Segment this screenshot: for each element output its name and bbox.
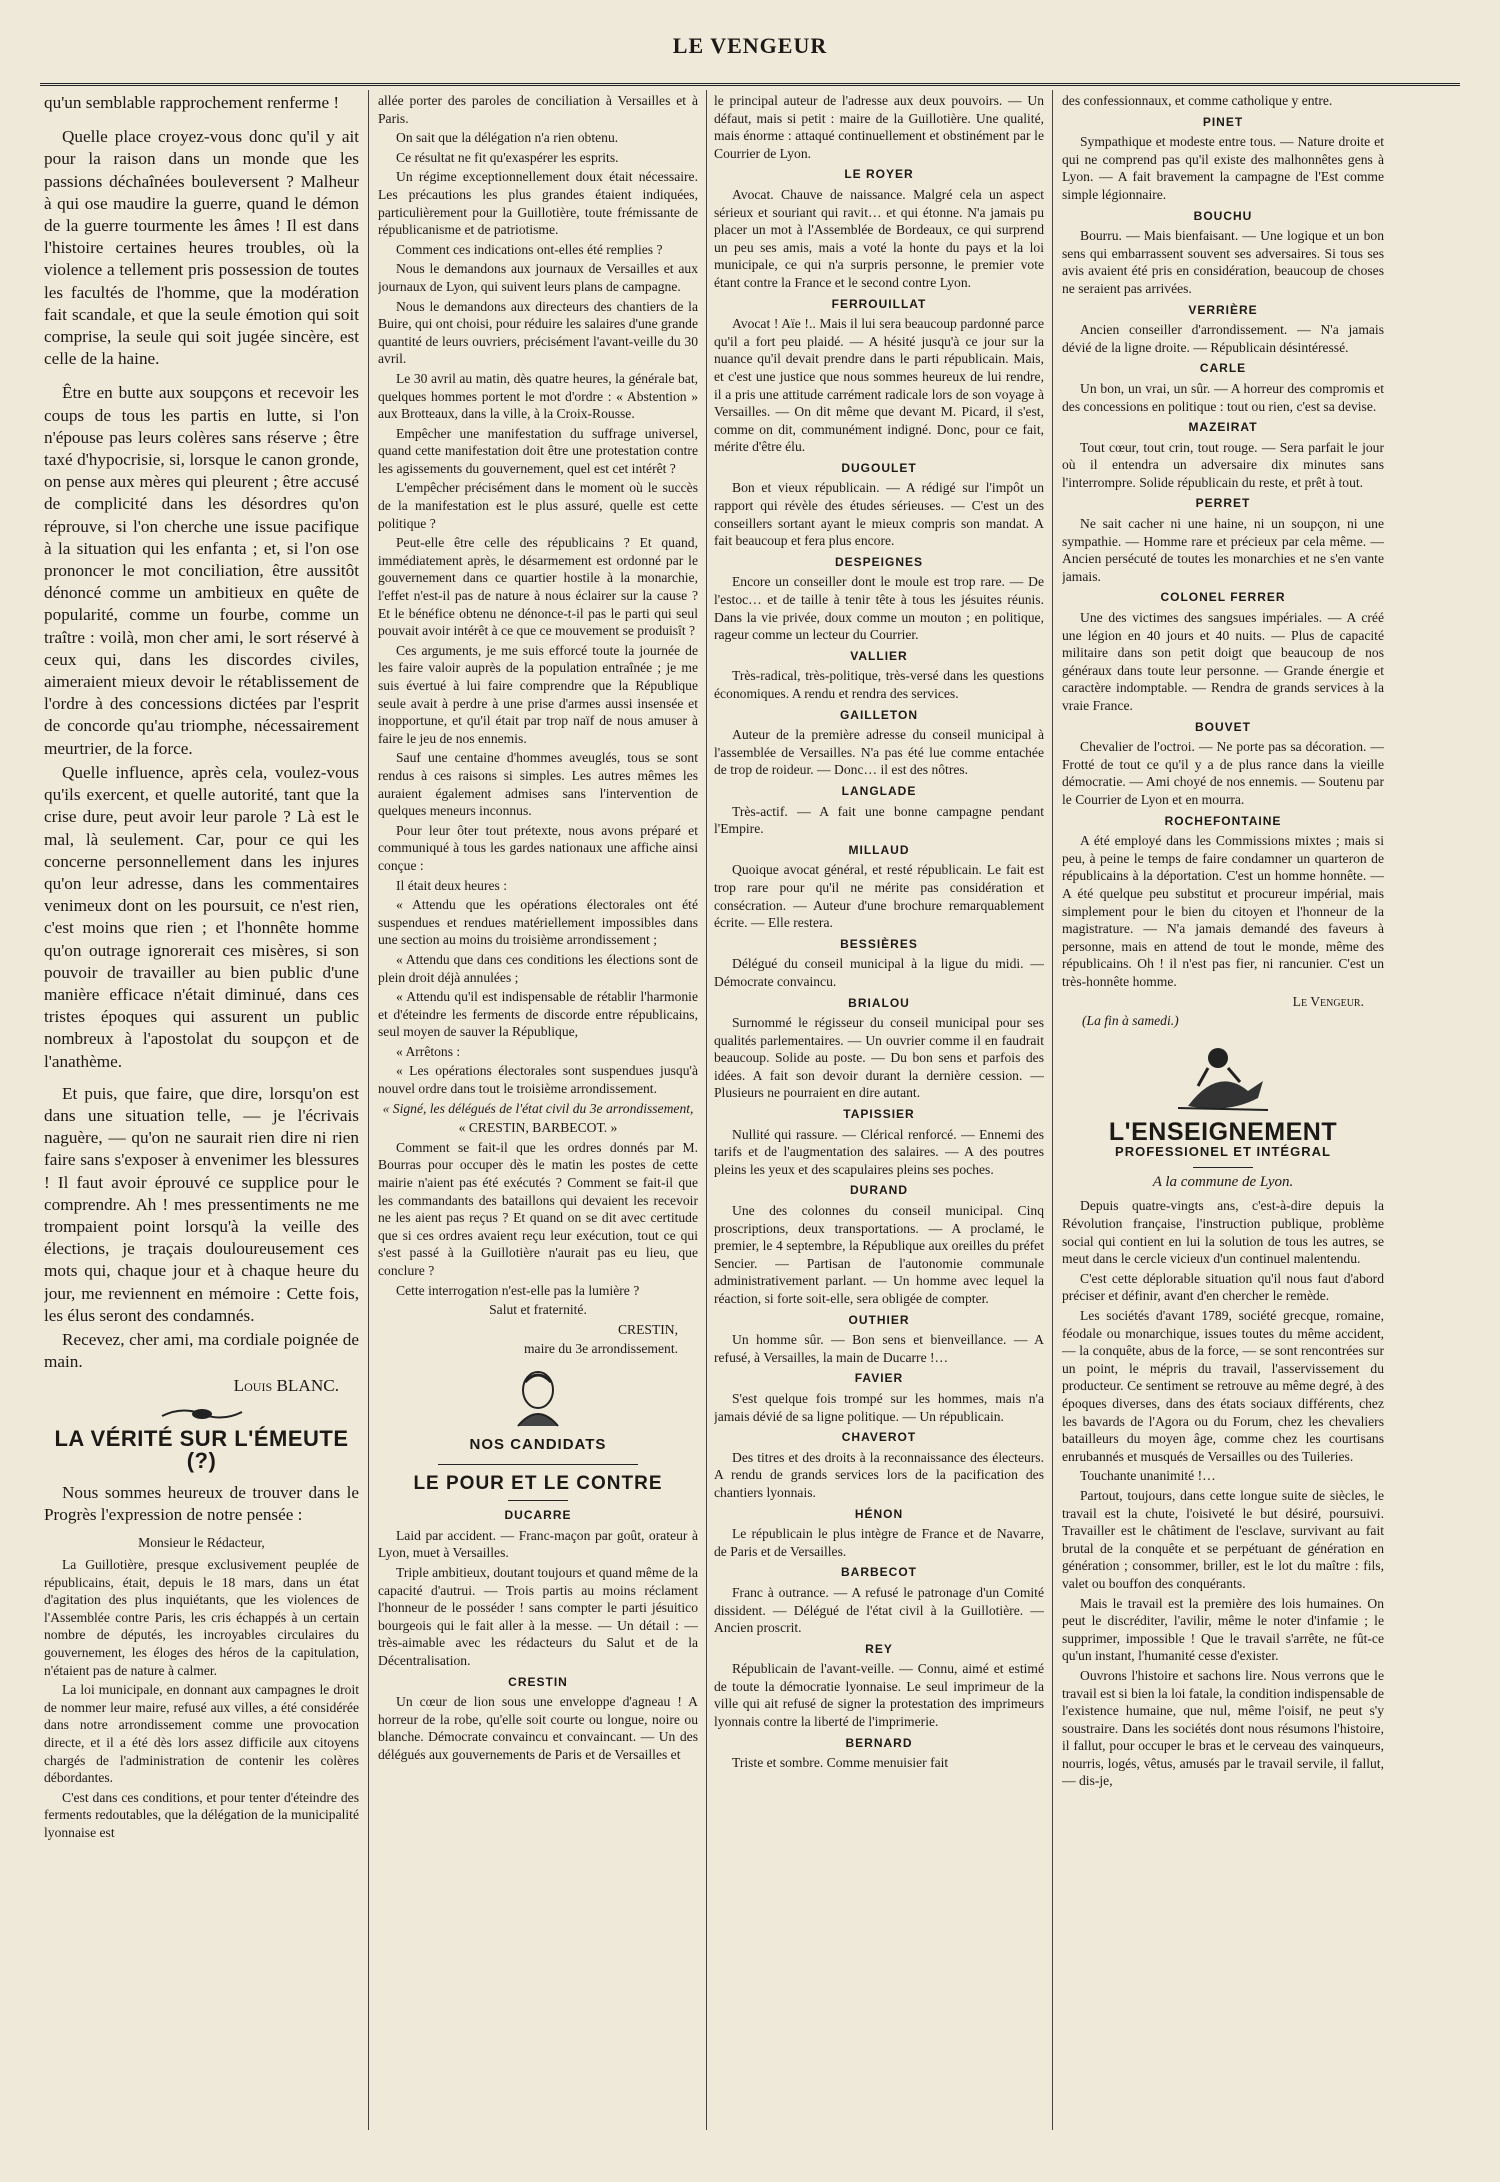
paragraph: « Attendu que dans ces conditions les élections sont de plein droit déjà annulées ;	[378, 951, 698, 985]
candidate-name: DURAND	[850, 1183, 908, 1198]
paragraph: Comment ces indications ont-elles été remplies ?	[396, 241, 663, 257]
candidate-name: ROCHEFONTAINE	[1164, 813, 1282, 828]
candidate-text: Franc à outrance. — A refusé le patronage d'un Comité dissident. — Délégué de l'état civil à la Guillotière. — Ancien proscrit.	[714, 1584, 1044, 1636]
paragraph: « Les opérations électorales sont suspendues jusqu'à nouvel ordre dans tout le troisième arrondissement.	[378, 1063, 698, 1097]
candidate-name: FAVIER	[854, 1371, 904, 1386]
candidate-name: OUTHIER	[848, 1312, 910, 1327]
candidate-text: Encore un conseiller dont le moule est trop rare. — De l'estoc… et de taille à tenir tête à tous les jésuites réunis. Dans la vie privée, doux comme un mouton ; en politique, rageur comme un lecteur du Courrier.	[714, 574, 1044, 643]
signature: CRESTIN,	[617, 1321, 678, 1337]
candidate-name: MILLAUD	[848, 842, 910, 857]
signature: Le Vengeur.	[1292, 993, 1364, 1009]
candidate-text: Un bon, un vrai, un sûr. — A horreur des compromis et des concessions en politique : tout ou rien, c'est sa devise.	[1062, 380, 1384, 414]
candidate-name: BOUCHU	[1193, 208, 1253, 223]
candidate-text: Nullité qui rassure. — Clérical renforcé. — Ennemi des tarifs et de l'augmentation des salaires. — A des poutres pleins les yeux et des scapulaires pleins ses poches.	[714, 1126, 1044, 1177]
paragraph: Comment se fait-il que les ordres donnés par M. Bourras pour occuper dès le matin les postes de cette mairie n'aient pas été exécutés ? Comment se fait-il que les commandants des bataillons qui devaient les recevoir ne les aient pas reçus ? Et quand on se dit avec certitude que si ces ordres avaient reçu leur exécution, tout ce qui s'est passé à la Guillotière n'aurait pas eu lieu, que conclure ?	[378, 1139, 698, 1278]
candidate-name: HÉNON	[854, 1506, 904, 1521]
paragraph: C'est cette déplorable situation qu'il nous faut d'abord préciser et définir, avant d'en chercher le remède.	[1062, 1270, 1384, 1304]
candidate-name: REY	[865, 1641, 893, 1656]
paragraph: Il était deux heures :	[396, 877, 507, 893]
paragraph: « Attendu qu'il est indispensable de rétablir l'harmonie et d'éteindre les ferments de discorde entre républicains, seul moyen de sauver la République,	[378, 989, 698, 1040]
candidate-name: CHAVEROT	[841, 1430, 917, 1445]
paragraph: La Guillotière, presque exclusivement peuplée de républicains, était, depuis le 18 mars, dans un état d'agitation des plus inquiétants, que les violences de l'Assemblée contre Paris, les cris échappés à un certain nombre de députés, les incroyables circulaires du gouvernement, les éloges des héros de la capitulation, n'étaient pas de nature à calmer.	[44, 1556, 359, 1678]
signed-names: « CRESTIN, BARBECOT. »	[458, 1120, 618, 1136]
salutation: Monsieur le Rédacteur,	[138, 1535, 265, 1551]
candidate-name: BERNARD	[845, 1735, 913, 1750]
candidate-name: COLONEL FERRER	[1160, 590, 1286, 605]
paragraph: qu'un semblable rapprochement renferme !	[44, 93, 340, 112]
column-divider	[706, 90, 707, 2130]
paragraph: « Attendu que les opérations électorales ont été suspendues et rendues matériellement impossibles dans une section au moins du troisième arrondissement ;	[378, 897, 698, 948]
candidate-text: Le républicain le plus intègre de France et de Navarre, de Paris et de Versailles.	[714, 1526, 1044, 1559]
candidate-name: LANGLADE	[841, 783, 917, 798]
paragraph: Nous le demandons aux directeurs des chantiers de la Buire, qui ont choisi, pour réduire les salaires d'une grande quantité de leurs ouvriers, précisément l'avant-veille du 30 avril.	[378, 298, 698, 367]
candidate-text: Très-radical, très-politique, très-versé dans les questions économiques. A rendu et rendra des services.	[714, 668, 1044, 701]
candidate-text: Ne sait cacher ni une haine, ni un soupçon, ni une sympathie. — Homme rare et précieux par cela même. — Ancien persécuté de toutes les monarchies et ne s'en vante jamais.	[1062, 516, 1384, 584]
candidate-name: CRESTIN	[508, 1674, 568, 1689]
closing: Salut et fraternité.	[489, 1302, 587, 1318]
divider	[508, 1500, 568, 1501]
divider	[438, 1464, 638, 1465]
paragraph: le principal auteur de l'adresse aux deux pouvoirs. — Un défaut, mais si petit : maire de la Guillotière. Une qualité, mais énorme : attaqué continuellement et obstinément par le Courrier de Lyon.	[714, 93, 1044, 161]
candidate-text: Quoique avocat général, et resté républicain. Le fait est trop rare pour qu'il ne mérite pas considération et consécration. — Auteur d'une brochure remarquablement écrite. — Elle restera.	[714, 862, 1044, 931]
paragraph: C'est dans ces conditions, et pour tenter d'éteindre des ferments redoutables, que la délégation de la municipalité lyonnaise est	[44, 1789, 359, 1840]
candidate-text: Délégué du conseil municipal à la ligue du midi. — Démocrate convaincu.	[714, 956, 1044, 989]
paragraph: Un régime exceptionnellement doux était nécessaire. Les précautions les plus grandes étaient indiquées, particulièrement pour la Guillotière, toute frémissante de républicanisme et de patriotisme.	[378, 169, 698, 238]
paragraph: La loi municipale, en donnant aux campagnes le droit de nommer leur maire, refusé aux villes, a été considérée dans notre arrondissement comme une provocation directe, et il a été dès lors assez difficile aux citoyens chargés de l'administration de contenir les colères débordantes.	[44, 1682, 359, 1786]
paragraph: Touchante unanimité !…	[1080, 1468, 1216, 1484]
candidate-text: Surnommé le régisseur du conseil municipal pour ses qualités parlementaires. — Un ouvrier comme il en faudrait beaucoup. Solide au poste. — Du bon sens et parfois des idées. A fait son devoir durant la dernière cession. — Plusieurs ne pourraient en dire autant.	[714, 1015, 1044, 1101]
candidate-name: TAPISSIER	[843, 1107, 915, 1122]
candidate-name: BARBECOT	[841, 1565, 917, 1580]
candidate-name: CARLE	[1199, 361, 1247, 376]
candidate-text: Tout cœur, tout crin, tout rouge. — Sera parfait le jour où il entendra un adversaire dix minutes sans l'interrompre. Solide républicain du reste, et prêt à tout.	[1062, 439, 1384, 490]
paragraph: Les sociétés d'avant 1789, société grecque, romaine, féodale ou monarchique, issues toutes du même accident, — la conquête, abus de la force, — se sont rencontrées sur un point, le mépris du travail, l'asservissement du producteur. Ce sentiment se retrouve au même degré, à des époques diverses, dans des états sociaux différents, chez les bavards de l'Agora ou du Forum, chez les chevaliers batailleurs du moyen âge, comme chez les courtisans enrubannés et musqués de Versailles ou des Tuileries.	[1062, 1308, 1384, 1464]
candidate-text: Triple ambitieux, doutant toujours et quand même de la capacité d'autrui. — Trois partis au moins réclament l'honneur de le posséder ! sans compter le parti jésuitico bourgeois qui le fait aller à la messe. — Un détail : — très-aimable avec les rédacteurs du Salut et de la Décentralisation.	[378, 1564, 698, 1668]
candidate-name: VALLIER	[850, 648, 908, 663]
candidate-text: A été employé dans les Commissions mixtes ; mais si peu, à peine le temps de faire condamner un quarteron de républicains à la déportation. C'est un homme honnête. — A été quelque peu substitut et procureur impérial, mais simplement pour le bien du citoyen et l'honneur de la magistrature. — N'a jamais demandé des faveurs à personne, mais en attend de tout le monde, même des républicains. Oh ! il n'est pas fier, ni rancunier. C'est un très-honnête homme.	[1062, 833, 1384, 989]
candidate-name: DUCARRE	[504, 1508, 572, 1523]
paragraph: Cette interrogation n'est-elle pas la lumière ?	[396, 1282, 640, 1298]
candidate-text: Sympathique et modeste entre tous. — Nature droite et qui ne comprend pas qu'il existe des malhonnêtes gens à Lyon. — A fait bravement la campagne de l'Est comme simple légionnaire.	[1062, 134, 1384, 202]
candidate-text: S'est quelque fois trompé sur les hommes, mais n'a jamais dévié de sa ligne politique. — Un républicain.	[714, 1390, 1044, 1424]
candidate-text: Des titres et des droits à la reconnaissance des électeurs. A rendu de grands services lors de la pacification des chantiers lyonnais.	[714, 1449, 1044, 1500]
paragraph: Quelle place croyez-vous donc qu'il y ait pour la raison dans un monde que les passions déchaînées bouleversent ? Malheur à qui ose maudire la guerre, quand le démon de la guerre tourmente les âmes ! Il est dans l'histoire certaines heures troubles, où la violence a tellement pris possession de toutes les facultés de l'homme, que la modération fait scandale, et que la seule émotion qui soit comprise, la seule qui soit jugée sincère, est celle de la haine.	[44, 127, 359, 369]
paragraph: Nous le demandons aux journaux de Versailles et aux journaux de Lyon, qui suivent leurs plans de campagne.	[378, 261, 698, 294]
column-1	[44, 92, 359, 2142]
paragraph: Sauf une centaine d'hommes aveuglés, tous se sont rendus à ces raisons si simples. Les autres mêmes les auraient également admises sans l'intervention de quelques meneurs inconnus.	[378, 750, 698, 819]
candidate-name: PERRET	[1195, 496, 1251, 511]
signature-title: maire du 3e arrondissement.	[523, 1341, 678, 1357]
candidate-text: Une des colonnes du conseil municipal. Cinq proscriptions, deux transportations. — A proclamé, le premier, le 4 septembre, la République aux oreilles du préfet Sencier. — Partisan de l'autonomie communale administrativement parlant. — Un homme avec lequel la réaction, si forte soit-elle, sera obligée de compter.	[714, 1203, 1044, 1306]
candidate-name: BRIALOU	[848, 995, 910, 1010]
candidate-text: Ancien conseiller d'arrondissement. — N'a jamais dévié de la ligne droite. — Républicain désintéressé.	[1062, 322, 1384, 355]
article-heading: LA VÉRITÉ SUR L'ÉMEUTE (?)	[54, 1425, 349, 1473]
column-3	[714, 92, 1044, 2142]
masthead-title: LE VENGEUR	[672, 33, 828, 58]
address-line: A la commune de Lyon.	[1152, 1173, 1294, 1190]
signature: Louis BLANC.	[233, 1376, 339, 1396]
candidate-name: FERROUILLAT	[831, 296, 927, 311]
paragraph: Quelle influence, après cela, voulez-vous qu'ils exercent, et quelle autorité, tant que la crise dure, peut avoir leur parole ? Là est le mal, là seulement. Car, pour ce qui les concerne personnellement dans les injures qu'on leur adresse, dans les commentaires venimeux dont on les poursuit, ce n'est rien, c'est moins que rien ; et l'honnête homme qu'on outrage ignorerait ces misères, si son pouvoir de travailler au bien public d'une manière efficace n'était diminué, dans ces tristes époques qui assurent un public nombreux à l'apostolat du soupçon et de l'anathème.	[44, 762, 359, 1071]
paragraph: Le 30 avril au matin, dès quatre heures, la générale bat, quelques hommes portent le mot d'ordre : « Abstention » aux Brotteaux, dans la ville, à la Croix-Rousse.	[378, 370, 698, 422]
candidate-text: Laid par accident. — Franc-maçon par goût, orateur à Lyon, muet à Versailles.	[378, 1527, 698, 1561]
paragraph: allée porter des paroles de conciliation à Versailles et à Paris.	[378, 93, 698, 126]
paragraph: Être en butte aux soupçons et recevoir les coups de tous les partis en lutte, si l'on n'épouse pas leurs colères sans réserve ; être taxé d'hypocrisie, si, lorsque le canon gronde, on pense aux mères qui pleurent ; être accusé de complicité dans les désordres qu'on réprouve, si l'on cherche une issue pacifique à la situation qui les enfanta ; et, si l'on ose prononcer le mot conciliation, être aussitôt dénoncé comme un ambitieux en quête de popularité, comme un fourbe, comme un traître : voilà, mon cher ami, le sort réservé à ceux qui, dans les discordes civiles, aimeraient mieux devoir le rétablissement de l'ordre à des concessions dictées par l'esprit de concorde qu'au triomphe, nécessairement meurtrier, de la force.	[44, 383, 359, 758]
paragraph: Peut-elle être celle des républicains ? Et quand, immédiatement après, le désarmement est ordonné par le gouvernement dans ce quartier hostile à la monarchie, l'effet n'est-il pas de nature à nous éclairer sur la cause ? Et le bénéfice obtenu ne dénonce-t-il pas le parti qui seul pouvait avoir intérêt à ce que ce mouvement se produisît ?	[378, 535, 698, 639]
candidate-text: Très-actif. — A fait une bonne campagne pendant l'Empire.	[714, 803, 1044, 837]
section-heading: NOS CANDIDATS	[469, 1435, 607, 1453]
candidate-text: Auteur de la première adresse du conseil municipal à l'assemblée de Versailles. N'a pas été lue comme entachée de trop de roideur. — Donc… il est des nôtres.	[714, 727, 1044, 778]
paragraph: Mais le travail est la première des lois humaines. On peut le discréditer, l'avilir, même le noter d'infamie ; le supprimer, impossible ! Que le travail s'arrête, ne fût-ce qu'un instant, l'humanité cesse d'exister.	[1062, 1595, 1384, 1664]
candidate-text: Une des victimes des sangsues impériales. — A créé une légion en 40 jours et 40 nuits. — Plus de capacité militaire dans son petit doigt que beaucoup de nos généraux dans toute leur personne. — Grande énergie et caractère indomptable. — Rendra de grands services à la vraie France.	[1062, 610, 1384, 713]
paragraph: Ouvrons l'histoire et sachons lire. Nous verrons que le travail est si bien la loi fatale, la condition indispensable de l'existence humaine, que nul, même l'oisif, ne peut s'y soustraire. Dans les sociétés dont nous résumons l'histoire, il fallut, pour occuper le bras et le cerveau des vainqueurs, nourris, logés, vêtus, amusés par le travail servile, il fallut, — dis-je,	[1062, 1667, 1384, 1789]
paragraph: Partout, toujours, dans cette longue suite de siècles, le travail est la chute, l'oisiveté le but désiré, poursuivi. Travailler est le châtiment de l'esclave, survivant au fait brutal de la conquête et se perpétuant de génération en génération ; consommer, briller, est le lot du maître : fils, valet ou bouffon des conquérants.	[1062, 1487, 1384, 1591]
paragraph: Ces arguments, je me suis efforcé toute la journée de les faire valoir auprès de la population entraînée ; je me suis évertué à lui faire comprendre que la République seule avait à perdre à une prise d'armes aussi insensée et inopportune, et qu'il était par trop naïf de nous amuser à faire le jeu de nos ennemis.	[378, 642, 698, 746]
candidate-name: DUGOULET	[841, 460, 917, 475]
paragraph: L'empêcher précisément dans le moment où le succès de la manifestation est le plus assuré, quelle est cette politique ?	[378, 480, 698, 531]
paragraph: Et puis, que faire, que dire, lorsqu'on est dans une situation telle, — je l'écrivais naguère, — qu'on ne saurait rien dire ni rien faire sans s'exposer à envenimer les blessures ! Il faut avoir éprouvé ce supplice pour le comprendre. Ah ! mes pressentiments ne me trompaient point lorsqu'à la veille des élections, je traçais douloureusement ces mots qui, chaque jour et à chaque heure du jour, me reviennent en mémoire : Cette fois, les élus seront des condamnés.	[44, 1083, 359, 1325]
candidate-name: VERRIÈRE	[1188, 302, 1258, 317]
portrait-vignette-icon	[498, 1364, 578, 1428]
candidate-name: PINET	[1202, 114, 1244, 129]
paragraph: Nous sommes heureux de trouver dans le Progrès l'expression de notre pensée :	[44, 1482, 359, 1525]
column-divider	[1052, 90, 1053, 2130]
candidate-text: Chevalier de l'octroi. — Ne porte pas sa décoration. — Frotté de tout ce qu'il y a de plus rance dans la vieille démocratie. — Ami choyé de nos ennemis. — Soutenu par le Courrier de Lyon et en mourra.	[1062, 739, 1384, 807]
column-divider	[368, 90, 369, 2130]
candidate-name: BESSIÈRES	[840, 936, 918, 951]
candidate-text: Triste et sombre. Comme menuisier fait	[732, 1755, 949, 1771]
ornament-icon	[157, 1404, 247, 1422]
signed-line: « Signé, les délégués de l'état civil du 3e arrondissement,	[382, 1100, 694, 1116]
divider	[1193, 1167, 1253, 1168]
masthead	[40, 26, 1460, 86]
article-subheading: PROFESSIONEL ET INTÉGRAL	[1115, 1144, 1331, 1160]
candidate-name: BOUVET	[1194, 719, 1251, 734]
column-4	[1062, 92, 1384, 2142]
candidate-text: Un cœur de lion sous une enveloppe d'agneau ! A horreur de la robe, qu'elle soit courte ou longue, noire ou blanche. Démocrate convaincu et convaincant. — Un des délégués aux gouvernements de Paris et de Versailles et	[378, 1694, 698, 1762]
column-2	[378, 92, 698, 2142]
paragraph: Empêcher une manifestation du suffrage universel, quand cette manifestation doit être une protestation contre les agissements du gouvernement, quel est cet intérêt ?	[378, 425, 698, 476]
section-heading: LE POUR ET LE CONTRE	[413, 1472, 663, 1494]
paragraph: Depuis quatre-vingts ans, c'est-à-dire depuis la Révolution française, l'instruction publique, problème social qui contient en lui la solution de tous les autres, se meut dans le cercle vicieux d'un continuel malentendu.	[1062, 1198, 1384, 1267]
candidate-name: GAILLETON	[839, 707, 919, 722]
paragraph: Recevez, cher ami, ma cordiale poignée de main.	[44, 1329, 359, 1372]
candidate-text: Un homme sûr. — Bon sens et bienveillance. — A refusé, à Versailles, la main de Ducarre !…	[714, 1332, 1044, 1365]
candidate-text: Avocat ! Aïe !.. Mais il lui sera beaucoup pardonné parce qu'il a fort peu plaidé. — A hésité jusqu'à ce jour sur la nuance qu'il devait prendre dans le parti républicain. Mais, et c'est une justice que nous sommes heureux de lui rendre, il a pris une attitude carrément radicale lors de son voyage à Versailles. — On dit même que devant M. Picard, il s'est, comme on dit, communément indigné. Donc, pour ce fait, mérite d'être élu.	[714, 316, 1044, 455]
candidate-text: Bon et vieux républicain. — A rédigé sur l'impôt un rapport qui révèle des études sérieuses. — C'est un des conseillers sortant ayant le mieux compris son mandat. A fait beaucoup et fera plus encore.	[714, 480, 1044, 549]
candidate-name: DESPEIGNES	[834, 554, 924, 569]
candidate-text: Républicain de l'avant-veille. — Connu, aimé et estimé de toute la démocratie lyonnaise. Le seul imprimeur de la ville qui ait refusé de signer la protestation des imprimeurs lyonnais contre la liberté de l'imprimerie.	[714, 1661, 1044, 1730]
candidate-name: LE ROYER	[844, 167, 914, 182]
paragraph: Pour leur ôter tout prétexte, nous avons préparé et communiqué à tous les gardes nationaux une affiche ainsi conçue :	[378, 822, 698, 873]
paragraph: On sait que la délégation n'a rien obtenu.	[396, 130, 619, 146]
article-heading: L'ENSEIGNEMENT	[1108, 1117, 1338, 1146]
engraving-vignette-icon	[1168, 1036, 1278, 1114]
continued-note: (La fin à samedi.)	[1082, 1013, 1179, 1029]
paragraph: « Arrêtons :	[396, 1043, 461, 1059]
candidate-text: Avocat. Chauve de naissance. Malgré cela un aspect sérieux et souriant qui ravit… et qui étonne. N'a jamais pu placer un mot à l'Assemblée de Bordeaux, ce qui surprend un peu ses amis, mais a voté la honte du pays et la loi municipale, ce qui n'a surpris personne, le premier vote étant contre la France et le second contre Lyon.	[714, 186, 1044, 290]
candidate-text: Bourru. — Mais bienfaisant. — Une logique et un bon sens qui embarrassent souvent ses adversaires. Si tous ses avis avaient été pris en considération, beaucoup de choses ne seraient pas arrivées.	[1062, 228, 1384, 296]
candidate-name: MAZEIRAT	[1188, 420, 1258, 435]
paragraph: des confessionnaux, et comme catholique y entre.	[1062, 93, 1333, 108]
paragraph: Ce résultat ne fit qu'exaspérer les esprits.	[396, 149, 619, 165]
